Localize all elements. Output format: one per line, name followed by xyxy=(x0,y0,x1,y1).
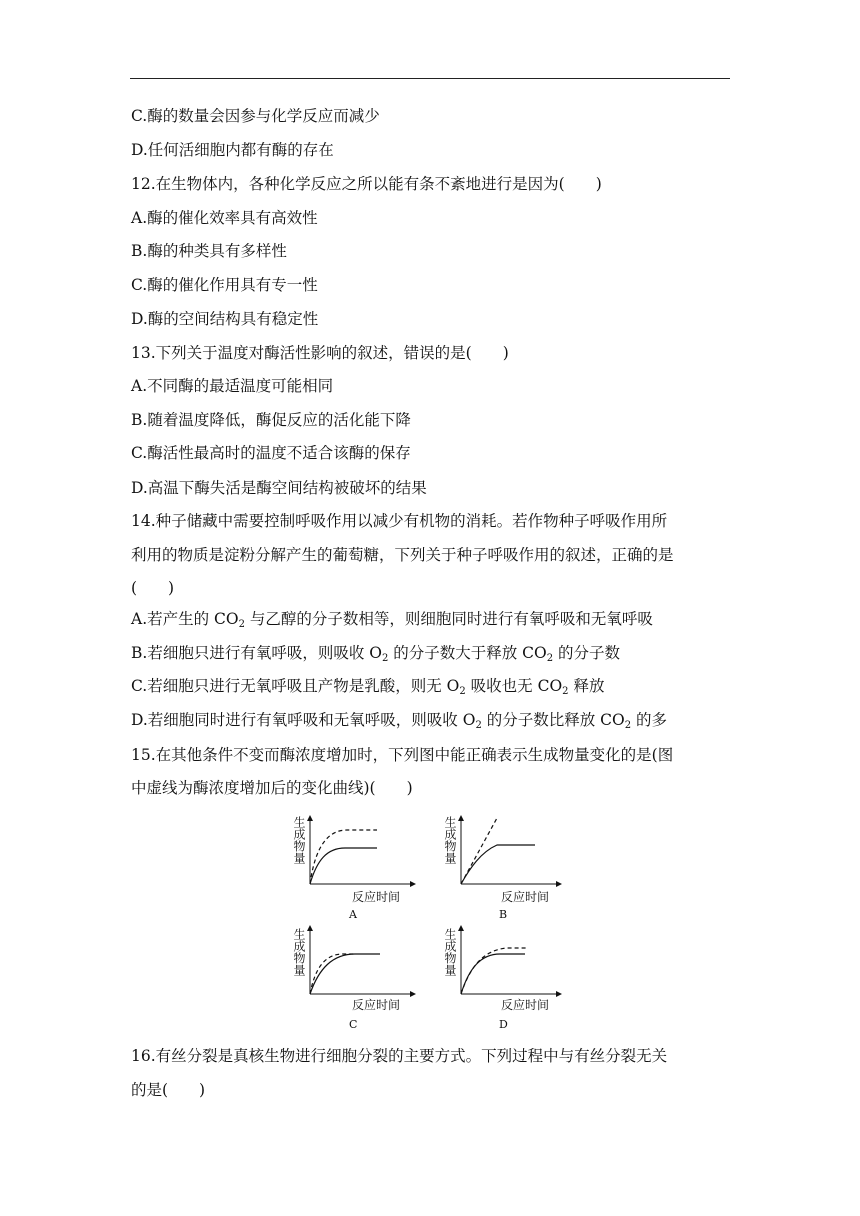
q13-stem: 13.下列关于温度对酶活性影响的叙述，错误的是( ) xyxy=(131,344,509,362)
y-axis-label: 生成物量 xyxy=(292,928,306,976)
q14-stem-line2: 利用的物质是淀粉分解产生的葡萄糖，下列关于种子呼吸作用的叙述，正确的是 xyxy=(131,546,674,564)
q13-option-d: D.高温下酶失活是酶空间结构被破坏的结果 xyxy=(131,479,427,497)
q14-option-c: C.若细胞只进行无氧呼吸且产物是乳酸，则无 $O_2$ 吸收也无 $CO_2$ 释放 xyxy=(131,677,605,697)
q13-option-b: B.随着温度降低，酶促反应的活化能下降 xyxy=(131,411,411,429)
q15-figure xyxy=(285,808,585,1038)
q14-option-a: A.若产生的 $CO_2$ 与乙醇的分子数相等，则细胞同时进行有氧呼吸和无氧呼吸 xyxy=(131,610,653,630)
q16-stem-line2: 的是( ) xyxy=(131,1081,206,1099)
q11-option-d: D.任何活细胞内都有酶的存在 xyxy=(131,141,334,159)
y-axis-label: 生成物量 xyxy=(292,816,306,864)
q15-stem-line2: 中虚线为酶浓度增加后的变化曲线)( ) xyxy=(131,779,413,797)
panel-label: C xyxy=(349,1018,358,1031)
solid-curve xyxy=(310,848,377,884)
q13-option-a: A.不同酶的最适温度可能相同 xyxy=(131,377,334,395)
panel-a xyxy=(292,815,415,921)
panel-label: A xyxy=(349,908,357,921)
solid-curve xyxy=(461,954,525,994)
q14-stem-line3: ( ) xyxy=(131,579,175,597)
q14-stem-line1: 14.种子储藏中需要控制呼吸作用以减少有机物的消耗。若作物种子呼吸作用所 xyxy=(131,512,668,530)
q14-option-b: B.若细胞只进行有氧呼吸，则吸收 $O_2$ 的分子数大于释放 $CO_2$ 的分子数 xyxy=(131,644,621,664)
q13-option-c: C.酶活性最高时的温度不适合该酶的保存 xyxy=(131,444,411,462)
q12-option-d: D.酶的空间结构具有稳定性 xyxy=(131,310,319,328)
header-rule xyxy=(130,78,730,79)
q12-option-b: B.酶的种类具有多样性 xyxy=(131,242,287,260)
q11-option-c: C.酶的数量会因参与化学反应而减少 xyxy=(131,107,380,125)
q16-stem-line1: 16.有丝分裂是真核生物进行细胞分裂的主要方式。下列过程中与有丝分裂无关 xyxy=(131,1047,668,1065)
x-axis-label: 反应时间 xyxy=(501,890,550,904)
dashed-curve xyxy=(310,830,377,884)
y-axis-label: 生成物量 xyxy=(443,816,457,864)
panel-label: D xyxy=(499,1018,508,1031)
y-axis-label: 生成物量 xyxy=(443,928,457,976)
q15-stem-line1: 15.在其他条件不变而酶浓度增加时，下列图中能正确表示生成物量变化的是(图 xyxy=(131,746,674,764)
solid-curve xyxy=(310,954,380,994)
x-axis-label: 反应时间 xyxy=(352,998,401,1012)
panel-label: B xyxy=(499,908,508,921)
x-axis-label: 反应时间 xyxy=(352,890,401,904)
x-axis-label: 反应时间 xyxy=(501,998,550,1012)
panel-c xyxy=(292,926,415,1031)
q12-stem: 12.在生物体内，各种化学反应之所以能有条不紊地进行是因为( ) xyxy=(131,175,602,193)
q14-option-d: D.若细胞同时进行有氧呼吸和无氧呼吸，则吸收 $O_2$ 的分子数比释放 $CO_2$ 的多 xyxy=(131,711,668,731)
q12-option-a: A.酶的催化效率具有高效性 xyxy=(131,209,318,227)
panel-b xyxy=(443,815,561,921)
panel-d xyxy=(443,926,561,1031)
q12-option-c: C.酶的催化作用具有专一性 xyxy=(131,276,318,294)
